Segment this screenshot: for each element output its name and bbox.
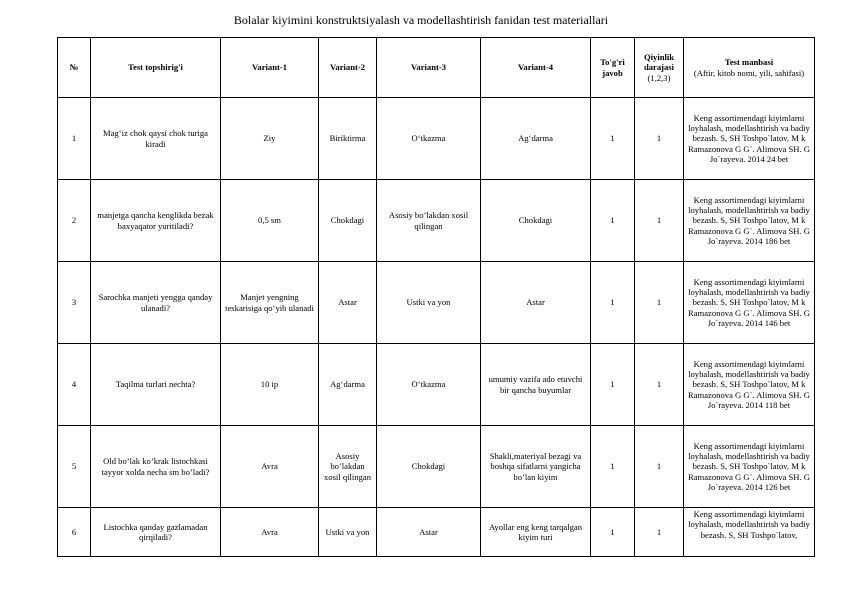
header-source-sub: (Aftir, kitob nomi, yili, sahifasi)	[693, 67, 805, 78]
header-variant-3: Variant-3	[377, 38, 481, 98]
row-task: Listochka qanday gazlamadan qirqiladi?	[91, 508, 221, 557]
row-number: 5	[58, 426, 91, 508]
table-row	[58, 508, 815, 557]
row-variant-3: O‘tkazma	[377, 344, 481, 426]
row-difficulty: 1	[635, 426, 684, 508]
row-correct-answer: 1	[591, 426, 635, 508]
row-difficulty: 1	[635, 262, 684, 344]
row-variant-1: Manjet yengning teskarisiga qo‘yib ulanadi	[221, 262, 319, 344]
row-number: 2	[58, 180, 91, 262]
row-variant-3: O‘tkazma	[377, 98, 481, 180]
header-difficulty	[635, 38, 684, 98]
row-variant-3: Asosiy bo’lakdan xosil qilingan	[377, 180, 481, 262]
header-variant-4: Variant-4	[481, 38, 591, 98]
row-variant-1: Avra	[221, 508, 319, 557]
row-variant-4: Ayollar eng keng tarqalgan kiyim turi	[481, 508, 591, 557]
row-correct-answer: 1	[591, 262, 635, 344]
row-variant-3: Chokdagi	[377, 426, 481, 508]
header-variant-1: Variant-1	[221, 38, 319, 98]
row-variant-2: Chokdagi	[319, 180, 377, 262]
row-correct-answer: 1	[591, 180, 635, 262]
row-task: Sarochka manjeti yengga qanday ulanadi?	[91, 262, 221, 344]
row-variant-3: Astar	[377, 508, 481, 557]
row-correct-answer: 1	[591, 98, 635, 180]
row-variant-4: Astar	[481, 262, 591, 344]
header-correct-answer: To'g'ri javob	[591, 38, 635, 98]
row-difficulty: 1	[635, 508, 684, 557]
table-row	[58, 344, 815, 426]
header-task: Test topshirig'i	[91, 38, 221, 98]
row-source: Keng assortimendagi kiyimlarni loyhalash, modellashtirish va badiy bezash. S, SH Toshpo`latov, M k Ramazonova G G`. Alimova SH. G Jo`rayeva. 2014 126 bet	[684, 426, 815, 508]
table-header-row	[58, 38, 815, 98]
row-correct-answer: 1	[591, 508, 635, 557]
row-number: 1	[58, 98, 91, 180]
header-difficulty-label: Qiyinlik darajasi	[643, 52, 675, 73]
header-variant-2: Variant-2	[319, 38, 377, 98]
row-source: Keng assortimendagi kiyimlarni loyhalash, modellashtirish va badiy bezash. S, SH Toshpo`latov, M k Ramazonova G G`. Alimova SH. G Jo`rayeva. 2014 24 bet	[684, 98, 815, 180]
row-variant-2: Ag‘darma	[319, 344, 377, 426]
row-task: Taqilma turlari nechta?	[91, 344, 221, 426]
row-variant-4: Ag‘darma	[481, 98, 591, 180]
row-variant-2: Asosiy bo’lakdan xosil qilingan	[319, 426, 377, 508]
row-task: Mag‘iz chok qaysi chok turiga kiradi	[91, 98, 221, 180]
row-number: 3	[58, 262, 91, 344]
test-materials-table	[57, 37, 815, 557]
header-difficulty-sub: (1,2,3)	[647, 72, 671, 83]
table-row	[58, 426, 815, 508]
row-task: Old bo’lak ko’krak listochkasi tayyor xolda necha sm bo’ladi?	[91, 426, 221, 508]
row-variant-2: Ustki va yon	[319, 508, 377, 557]
row-variant-1: 0,5 sm	[221, 180, 319, 262]
row-number: 4	[58, 344, 91, 426]
row-variant-2: Astar	[319, 262, 377, 344]
row-variant-3: Ustki va yon	[377, 262, 481, 344]
table-row	[58, 98, 815, 180]
header-number: №	[58, 38, 91, 98]
row-source: Keng assortimendagi kiyimlarni loyhalash, modellashtirish va badiy bezash. S, SH Toshpo`latov,	[684, 508, 815, 557]
header-source	[684, 38, 815, 98]
row-correct-answer: 1	[591, 344, 635, 426]
header-source-label: Test manbasi	[724, 57, 774, 68]
row-task: manjetga qancha kenglikda bezak baxyaqator yuritiladi?	[91, 180, 221, 262]
row-variant-4: umumiy vazifa ado etuvchi bir qancha buyumlar	[481, 344, 591, 426]
row-source: Keng assortimendagi kiyimlarni loyhalash, modellashtirish va badiy bezash. S, SH Toshpo`latov, M k Ramazonova G G`. Alimova SH. G Jo`rayeva. 2014 146 bet	[684, 262, 815, 344]
row-variant-1: Ziy	[221, 98, 319, 180]
row-source: Keng assortimendagi kiyimlarni loyhalash, modellashtirish va badiy bezash. S, SH Toshpo`latov, M k Ramazonova G G`. Alimova SH. G Jo`rayeva. 2014 186 bet	[684, 180, 815, 262]
document-title: Bolalar kiyimini konstruktsiyalash va modellashtirish fanidan test materiallari	[233, 13, 609, 27]
table-row	[58, 180, 815, 262]
row-difficulty: 1	[635, 180, 684, 262]
row-variant-4: Chokdagi	[481, 180, 591, 262]
row-number: 6	[58, 508, 91, 557]
table-row	[58, 262, 815, 344]
row-source: Keng assortimendagi kiyimlarni loyhalash, modellashtirish va badiy bezash. S, SH Toshpo`latov, M k Ramazonova G G`. Alimova SH. G Jo`rayeva. 2014 118 bet	[684, 344, 815, 426]
row-variant-4: Shakli,materiyal bezagi va boshqa sifatlarni yangicha bo’lan kiyim	[481, 426, 591, 508]
row-variant-1: Avra	[221, 426, 319, 508]
row-variant-2: Biriktirma	[319, 98, 377, 180]
row-difficulty: 1	[635, 98, 684, 180]
row-difficulty: 1	[635, 344, 684, 426]
row-variant-1: 10 ip	[221, 344, 319, 426]
